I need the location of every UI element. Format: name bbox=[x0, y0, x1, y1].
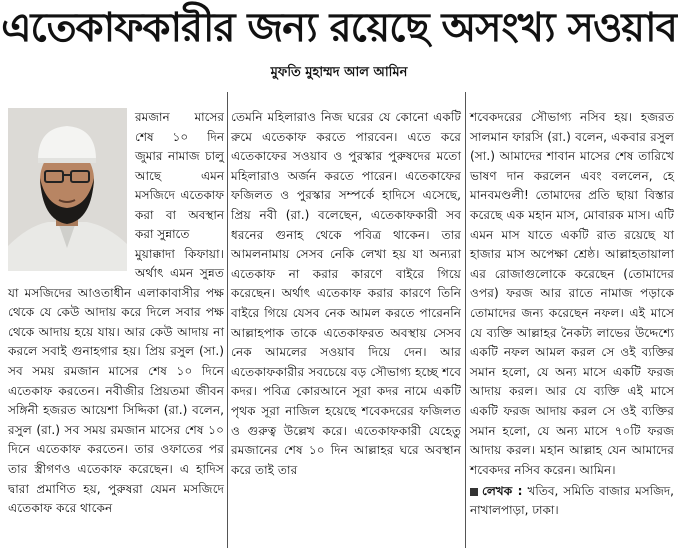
article-text: তেমনি মহিলারাও নিজ ঘরের যে কোনো একটি রুমে এতেকাফ করতে পারবেন। এতে করে এতেকাফের সওয়াব ও পুরস্কার পুরুষদের মতো মহিলারাও অর্জন করতে পারেন। এতেকাফের ফজিলত ও পুরস্কার সম্পর্কে হাদিসে এসেছে, প্রিয় নবী (রা.) বলেছেন, এতেকাফকারী সব ধরনের গুনাহ থেকে পবিত্র থাকেন। তার আমলনামায় সেসব নেকি লেখা হয় যা অন্যরা এতেকাফ না করার কারণে বাইরে গিয়ে করেছেন। অর্থাৎ এতেকাফ করার কারণে তিনি বাইরে গিয়ে যেসব নেক আমল করতে পারেননি আল্লাহপাক তাকে এতেকাফরত অবস্থায় সেসব নেক আমলের সওয়াব দিয়ে দেন। আর এতেকাফকারীর সবচেয়ে বড় সৌভাগ্য হচ্ছে শবে কদর। পবিত্র কোরআনে সূরা কদর নামে একটি পৃথক সূরা নাজিল হয়েছে শবেকদরের ফজিলত ও গুরুত্ব উল্লেখ করে। এতেকাফকারী যেহেতু রমজানের শেষ ১০ দিন আল্লাহর ঘরে অবস্থান করে তাই তার bbox=[231, 110, 461, 477]
author-note bbox=[470, 482, 674, 520]
article-text: মুয়াক্কাদা কিফায়া। অর্থাৎ এমন সুন্নত যা মসজিদের আওতাধীন এলাকাবাসীর পক্ষ থেকে যে কেউ আদায় করে দিলে সবার পক্ষ থেকে আদায় হয়ে যায়। আর কেউ আদায় না করলে সবাই গুনাহগার হয়। প্রিয় রসুল (সা.) সব সময় রমজান মাসের শেষ ১০ দিনে এতেকাফ করতেন। নবীজীর প্রিয়তমা জীবন সঙ্গিনী হজরত আয়েশা সিদ্দিকা (রা.) বলেন, রসুল (রা.) সব সময় রমজান মাসের শেষ ১০ দিনে এতেকাফ করতেন। তার ওফাতের পর তার স্ত্রীগণও এতেকাফ করেছেন। এ হাদিস দ্বারা প্রমাণিত হয়, পুরুষরা যেমন মসজিদে এতেকাফ করে থাকেন bbox=[8, 246, 224, 516]
square-bullet-icon bbox=[470, 488, 478, 496]
author-info: খতিব, সমিতি বাজার মসজিদ, নাখালপাড়া, ঢাকা। bbox=[470, 484, 674, 518]
author-photo bbox=[8, 108, 127, 271]
column-divider bbox=[465, 92, 466, 548]
column-1 bbox=[8, 108, 224, 519]
article-text: শবেকদরের সৌভাগ্য নসিব হয়। হজরত সালমান ফারসি (রা.) বলেন, একবার রসুল (সা.) আমাদের শাবান মাসের শেষ তারিখে ভাষণ দান করলেন এবং বললেন, হে মানবমণ্ডলী! তোমাদের প্রতি ছায়া বিস্তার করেছে এক মহান মাস, মোবারক মাস। এটি এমন মাস যাতে একটি রাত রয়েছে যা হাজার মাস অপেক্ষা শ্রেষ্ঠ। আল্লাহতায়ালা এর রোজাগুলোকে করেছেন (তোমাদের ওপর) ফরজ আর রাতে নামাজ পড়াকে তোমাদের জন্য করেছেন নফল। এই মাসে যে ব্যক্তি আল্লাহর নৈকট্য লাভের উদ্দেশ্যে একটি নফল আমল করল সে ওই ব্যক্তির সমান হলো, যে অন্য মাসে একটি ফরজ আদায় করল। আর যে ব্যক্তি এই মাসে একটি ফরজ আদায় করল সে ওই ব্যক্তির সমান হলো, যে অন্য মাসে ৭০টি ফরজ আদায় করল। মহান আল্লাহ যেন আমাদের শবেকদর নসিব করেন। আমিন। bbox=[470, 110, 674, 477]
column-divider bbox=[227, 92, 228, 548]
headline: এতেকাফকারীর জন্য রয়েছে অসংখ্য সওয়াব bbox=[1, 5, 677, 51]
author-label: লেখক : bbox=[482, 484, 523, 499]
column-3 bbox=[470, 108, 674, 520]
byline: মুফতি মুহাম্মদ আল আমিন bbox=[270, 65, 408, 80]
column-2 bbox=[231, 108, 461, 480]
article-text: রমজান মাসের শেষ ১০ দিন জুমার নামাজ চালু আছে এমন মসজিদে এতেকাফ করা বা অবস্থান করা সুন্নাতে bbox=[135, 110, 224, 241]
